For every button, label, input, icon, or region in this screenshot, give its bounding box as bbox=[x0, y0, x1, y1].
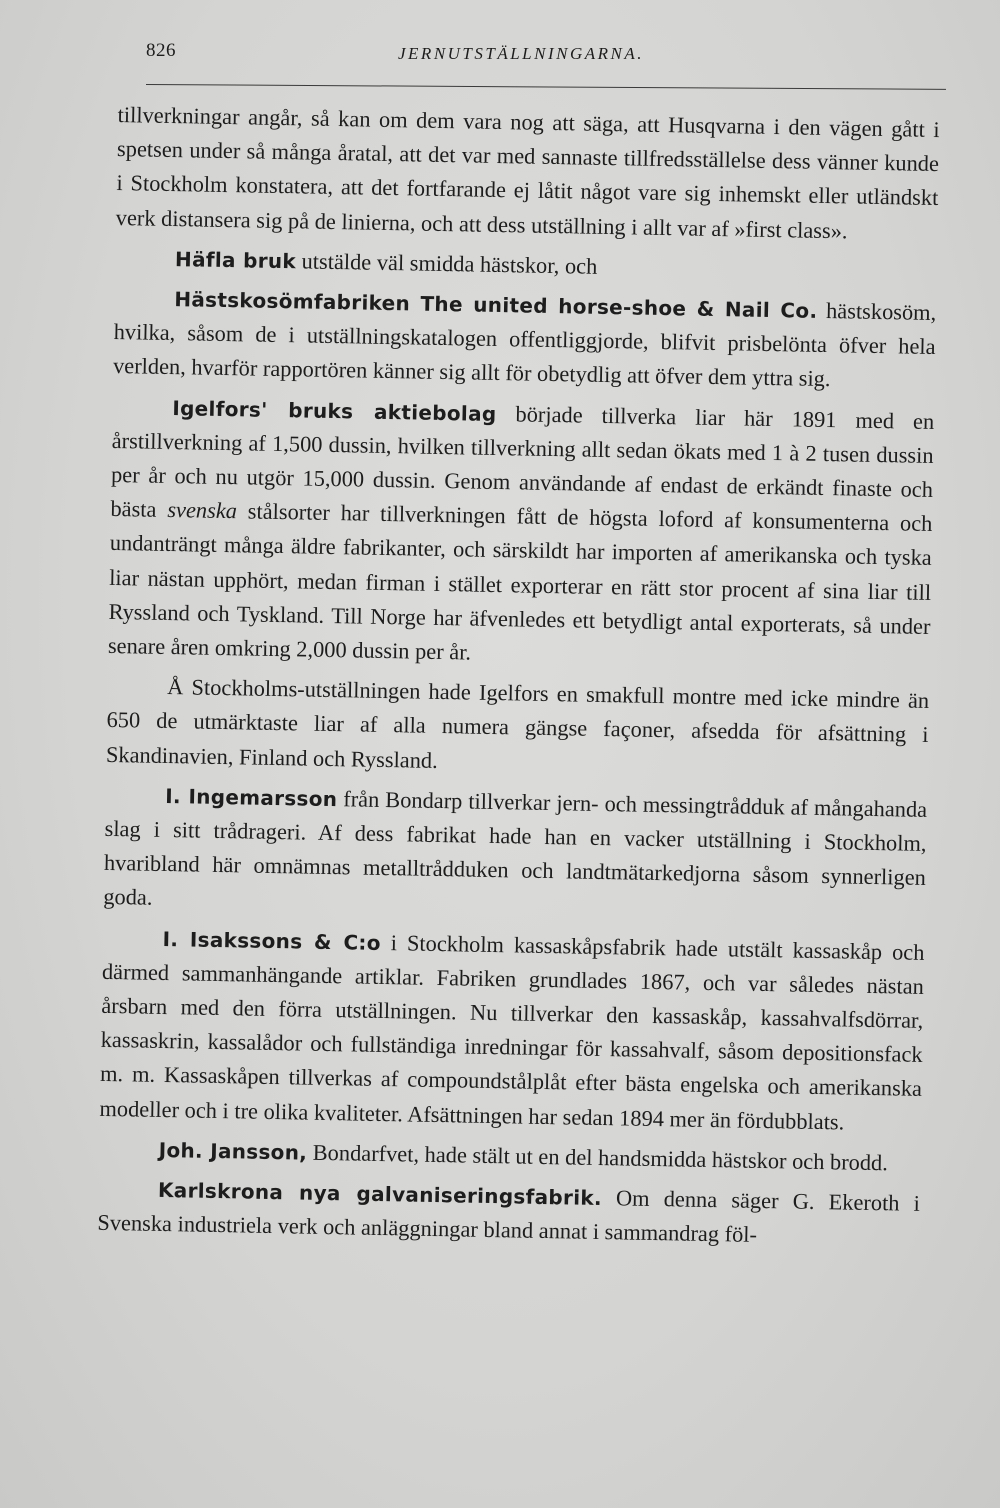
paragraph-lead: Karlskrona nya galvaniseringsfabrik. bbox=[157, 1178, 603, 1211]
emphasized-word: svenska bbox=[167, 497, 238, 524]
header-rule bbox=[146, 84, 946, 90]
page-number: 826 bbox=[146, 40, 176, 61]
paragraph-text: tillverkningar angår, så kan om dem vara nog att säga, att Husqvarna i den vägen gått i spetsen under så många åratal, att det var med sannaste tillfredsställelse dess vänner kunde i Stockholm konstatera, att det fortfarande ej låtit något vare sig inhemskt eller utländskt verk distansera sig på de linierna, och att dess utställning i allt var af »first class». bbox=[115, 101, 940, 243]
paragraph-stockholms-utstallningen bbox=[106, 669, 930, 787]
paragraph-text: Bondarfvet, hade stält ut en del handsmidda hästskor och brodd. bbox=[306, 1139, 889, 1176]
paragraph-husqvarna bbox=[115, 98, 939, 250]
paragraph-text: Om denna säger G. Ekeroth i Svenska industriela verk och anläggningar bland annat i sammandrag föl- bbox=[97, 1185, 921, 1248]
body-text bbox=[97, 98, 940, 1261]
paragraph-text: utstälde väl smidda hästskor, och bbox=[295, 248, 598, 279]
paragraph-lead: Igelfors' bruks aktiebolag bbox=[172, 395, 497, 426]
paragraph-hastskosomfabriken bbox=[113, 281, 937, 399]
paragraph-text: från Bondarp tillverkar jern- och messingtrådduk af mångahanda slag i sitt trådrageri. Af dess fabrikat hade han en vacker utställning i Stockholm, hvaribland här omnämnas metalltrådduken och landtmätarkedjorna såsom synnerligen goda. bbox=[103, 785, 928, 911]
paragraph-lead: Joh. Jansson, bbox=[158, 1137, 308, 1165]
paragraph-lead: Häfla bruk bbox=[174, 246, 297, 274]
paragraph-igelfors bbox=[108, 390, 935, 679]
paragraph-lead: Hästskosömfabriken The united horse-shoe & Nail Co. bbox=[174, 287, 818, 323]
paragraph-text: i Stockholm kassaskåpsfabrik hade utstält kassaskåp och därmed sammanhängande artiklar. Fabriken grundlades 1867, och var således nästan årsbarn med den förra utställningen. Nu tillverkar den kassaskåp, kassahvalfsdörrar, kassaskrin, kassalådor och fullständiga inredningar för kassahvalf, såsom depositionsfack m. m. Kassaskåpen tillverkas af compoundstålplåt efter bästa engelska och amerikanska modeller och i tre olika kvaliteter. Afsättningen har sedan 1894 mer än fördubblats. bbox=[99, 929, 925, 1135]
paragraph-text: Å Stockholms-utställningen hade Igelfors en smakfull montre med icke mindre än 650 de utmärktaste liar af alla numera gängse façoner, afsedda för afsättning i Skandinavien, Finland och Ryssland. bbox=[105, 674, 930, 773]
running-title: JERNUTSTÄLLNINGARNA. bbox=[398, 44, 644, 63]
paragraph-text: stålsorter har tillverkningen fått de högsta loford af konsumenterna och undanträngt många äldre fabrikanter, och särskildt har importen af amerikanska och tyska liar nästan upphört, medan firman i stället exporterar en rätt stor procent af sina liar till Ryssland och Tyskland. Till Norge har äfvenledes ett betydligt antal exporterats, så under senare åren omkring 2,000 dussin per år. bbox=[107, 498, 933, 665]
running-head bbox=[146, 40, 946, 70]
paragraph-lead: I. Ingemarsson bbox=[165, 783, 338, 811]
paragraph-text: började tillverka liar här 1891 med en årstillverkning af 1,500 dussin, hvilken tillverkning allt sedan ökats med 1 à 2 tusen dussin per år och nu utgör 15,000 dussin. Genom användande af endast de erkändt finaste och bästa bbox=[110, 400, 935, 523]
paragraph-karlskrona bbox=[97, 1172, 920, 1255]
paragraph-ingemarsson bbox=[103, 778, 927, 930]
paragraph-isakssons bbox=[99, 921, 925, 1141]
paragraph-lead: I. Isakssons & C:o bbox=[162, 926, 381, 955]
paragraph-text: hästskosöm, hvilka, såsom de i utställningskatalogen offentliggjorde, blifvit prisbelönta öfver hela verlden, hvarför rapportören känner sig allt för obetydlig att öfver dem yttra sig. bbox=[112, 297, 937, 392]
